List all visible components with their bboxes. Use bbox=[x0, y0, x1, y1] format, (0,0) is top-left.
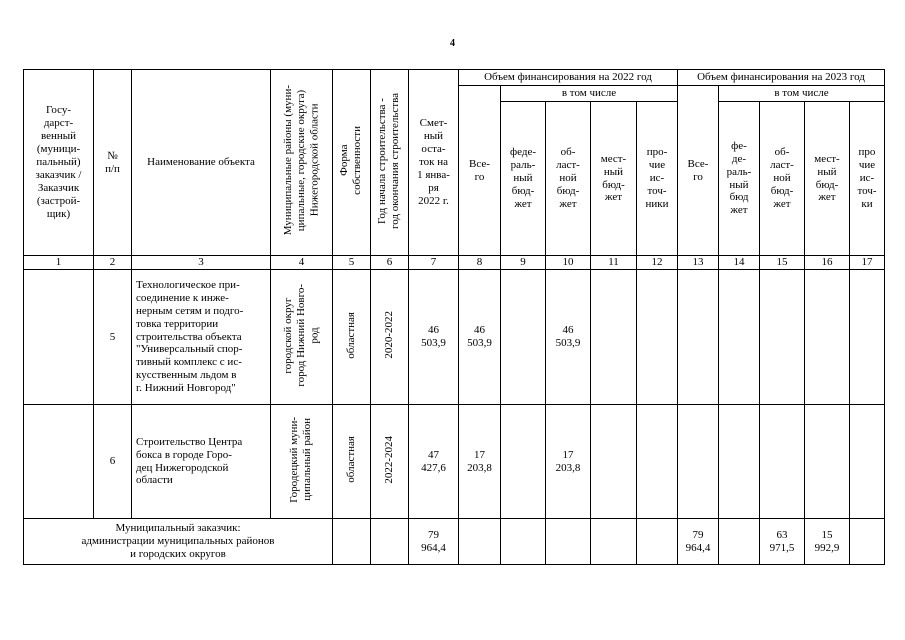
text-line: 47 bbox=[428, 448, 439, 461]
page-number: 4 bbox=[450, 38, 455, 49]
header-estimate bbox=[409, 70, 459, 256]
text-line: ный bbox=[513, 172, 533, 185]
text-line: товка территории bbox=[136, 317, 219, 330]
text-line: город Нижний Новго- bbox=[294, 283, 307, 387]
text-line: заказчик / bbox=[35, 168, 82, 181]
text-line: фе- bbox=[731, 139, 747, 152]
row-customer-cell bbox=[24, 270, 94, 405]
row-object-name bbox=[132, 270, 271, 405]
row-index: 5 bbox=[94, 270, 132, 405]
text-line: щик) bbox=[46, 207, 71, 220]
text-line: области bbox=[136, 474, 173, 487]
text-line: го bbox=[693, 170, 703, 183]
row-other-2023 bbox=[850, 405, 885, 519]
table-row bbox=[24, 270, 885, 405]
text-line: ной bbox=[559, 172, 577, 185]
row-other-2023 bbox=[850, 270, 885, 405]
summary-ownership bbox=[333, 519, 371, 565]
text-line: Госу- bbox=[45, 104, 72, 117]
summary-estimate bbox=[409, 519, 459, 565]
text-line: строительства объекта bbox=[136, 330, 242, 343]
text-line: об- bbox=[774, 146, 790, 159]
row-ownership: областная bbox=[333, 270, 371, 405]
text-line: 503,9 bbox=[421, 337, 446, 349]
row-total-2023 bbox=[678, 405, 719, 519]
text-line: 203,8 bbox=[555, 461, 581, 474]
summary-label bbox=[24, 519, 333, 565]
text-line: дарст- bbox=[43, 117, 74, 130]
col-number: 17 bbox=[850, 256, 885, 270]
text-line: точ- bbox=[857, 184, 877, 197]
col-number: 9 bbox=[501, 256, 546, 270]
text-line: 17 bbox=[474, 448, 485, 461]
text-line: Городецкий муни- bbox=[288, 416, 301, 503]
row-years: 2020-2022 bbox=[371, 270, 409, 405]
col-number: 7 bbox=[409, 256, 459, 270]
text-line: го bbox=[474, 170, 485, 183]
text-line: 15 bbox=[821, 528, 833, 541]
text-line: точ- bbox=[647, 184, 667, 197]
text-line: венный bbox=[40, 130, 77, 143]
text-line: жет bbox=[514, 197, 532, 210]
row-other-2022 bbox=[637, 270, 678, 405]
col-number: 6 bbox=[371, 256, 409, 270]
text-line: администрации муниципальных районов bbox=[81, 535, 275, 548]
row-district bbox=[271, 270, 333, 405]
text-line: 992,9 bbox=[814, 541, 840, 554]
text-line: 203,8 bbox=[467, 461, 492, 474]
text-line: де- bbox=[731, 152, 747, 165]
header-including-2023: в том числе bbox=[719, 86, 885, 102]
row-federal-2023 bbox=[719, 405, 760, 519]
row-federal-2022 bbox=[501, 405, 546, 519]
text-line: об- bbox=[560, 146, 576, 159]
header-total-2022 bbox=[459, 86, 501, 256]
text-line: п/п bbox=[105, 162, 120, 175]
text-line: Все- bbox=[687, 157, 709, 170]
text-line: соединение к инже- bbox=[136, 291, 229, 304]
text-line: мест- bbox=[600, 152, 627, 165]
row-estimate bbox=[409, 270, 459, 405]
text-line: 79 bbox=[692, 528, 704, 541]
text-line: род bbox=[308, 326, 321, 344]
header-local-2022 bbox=[591, 102, 637, 256]
summary-total-2022 bbox=[459, 519, 501, 565]
text-line: кусственным льдом в bbox=[136, 369, 237, 382]
text-line: 964,4 bbox=[685, 541, 711, 554]
summary-other-2023 bbox=[850, 519, 885, 565]
text-line: собственности bbox=[351, 126, 364, 195]
row-object-name bbox=[132, 405, 271, 519]
text-line: (застрой- bbox=[36, 194, 81, 207]
text-line: 427,6 bbox=[421, 461, 446, 474]
column-numbers-row bbox=[24, 256, 885, 270]
header-index bbox=[94, 70, 132, 256]
header-federal-2023 bbox=[719, 102, 760, 256]
summary-total-2023 bbox=[678, 519, 719, 565]
col-number: 10 bbox=[546, 256, 591, 270]
row-index: 6 bbox=[94, 405, 132, 519]
investment-table bbox=[23, 69, 885, 565]
text-line: ный bbox=[423, 130, 444, 143]
text-line: мест- bbox=[814, 152, 840, 165]
row-district bbox=[271, 405, 333, 519]
text-line: Год начала строительства - bbox=[376, 97, 389, 224]
text-line: ники bbox=[645, 197, 669, 210]
text-line: бюд- bbox=[556, 184, 580, 197]
text-line: 964,4 bbox=[421, 541, 446, 554]
text-line: бюд- bbox=[602, 178, 625, 191]
summary-years bbox=[371, 519, 409, 565]
text-line: ис- bbox=[859, 172, 875, 185]
row-local-2022 bbox=[591, 405, 637, 519]
text-line: ласт- bbox=[556, 159, 580, 172]
header-customer bbox=[24, 70, 94, 256]
row-federal-2023 bbox=[719, 270, 760, 405]
row-total-2023 bbox=[678, 270, 719, 405]
summary-local-2022 bbox=[591, 519, 637, 565]
col-number: 8 bbox=[459, 256, 501, 270]
text-line: тивный комплекс с ис- bbox=[136, 356, 242, 369]
text-line: ципальный район bbox=[301, 418, 314, 501]
col-number: 3 bbox=[132, 256, 271, 270]
text-line: раль- bbox=[726, 165, 752, 178]
row-regional-2023 bbox=[760, 405, 805, 519]
row-total-2022 bbox=[459, 270, 501, 405]
text-line: чие bbox=[648, 159, 666, 172]
text-line: Форма bbox=[338, 144, 351, 177]
text-line: дец Нижегородской bbox=[136, 461, 229, 474]
row-years: 2022-2024 bbox=[371, 405, 409, 519]
text-line: "Универсальный спор- bbox=[136, 343, 243, 356]
text-line: 46 bbox=[474, 324, 485, 337]
summary-regional-2023 bbox=[760, 519, 805, 565]
text-line: нерным сетям и подго- bbox=[136, 304, 244, 317]
text-line: раль- bbox=[510, 159, 536, 172]
text-line: ципальные, городские округа) bbox=[294, 89, 307, 232]
header-federal-2022 bbox=[501, 102, 546, 256]
text-line: Нижегородской области bbox=[308, 104, 321, 217]
summary-local-2023 bbox=[805, 519, 850, 565]
text-line: жет bbox=[773, 197, 791, 210]
header-other-2023 bbox=[850, 102, 885, 256]
text-line: Муниципальный заказчик: bbox=[115, 522, 241, 535]
summary-other-2022 bbox=[637, 519, 678, 565]
row-federal-2022 bbox=[501, 270, 546, 405]
row-regional-2022 bbox=[546, 405, 591, 519]
text-line: Все- bbox=[469, 157, 490, 170]
header-object-name: Наименование объекта bbox=[132, 70, 271, 256]
text-line: ис- bbox=[649, 172, 665, 185]
col-number: 16 bbox=[805, 256, 850, 270]
text-line: Заказчик bbox=[37, 181, 80, 194]
header-years bbox=[371, 70, 409, 256]
text-line: 46 bbox=[562, 324, 574, 337]
row-ownership: областная bbox=[333, 405, 371, 519]
text-line: ный bbox=[603, 165, 624, 178]
summary-federal-2022 bbox=[501, 519, 546, 565]
row-estimate bbox=[409, 405, 459, 519]
col-number: 4 bbox=[271, 256, 333, 270]
text-line: 17 bbox=[562, 448, 574, 461]
text-line: городской округ bbox=[281, 297, 294, 374]
header-local-2023 bbox=[805, 102, 850, 256]
text-line: ный bbox=[817, 165, 837, 178]
row-local-2023 bbox=[805, 405, 850, 519]
text-line: 503,9 bbox=[467, 337, 492, 349]
text-line: (муници- bbox=[36, 143, 81, 156]
text-line: бюд- bbox=[770, 184, 794, 197]
text-line: бюд- bbox=[815, 178, 839, 191]
header-funding-2022: Объем финансирования на 2022 год bbox=[459, 70, 678, 86]
col-number: 15 bbox=[760, 256, 805, 270]
text-line: жет bbox=[730, 204, 748, 217]
text-line: бюд- bbox=[511, 184, 535, 197]
text-line: и городских округов bbox=[130, 547, 226, 560]
header-regional-2022 bbox=[546, 102, 591, 256]
text-line: жет bbox=[818, 191, 836, 204]
text-line: 2022 г. bbox=[418, 194, 449, 207]
header-districts bbox=[271, 70, 333, 256]
col-number: 5 bbox=[333, 256, 371, 270]
text-line: чие bbox=[858, 159, 876, 172]
header-total-2023 bbox=[678, 86, 719, 256]
text-line: жет bbox=[604, 191, 623, 204]
text-line: ток на bbox=[418, 156, 449, 169]
text-line: пальный) bbox=[36, 156, 81, 169]
summary-regional-2022 bbox=[546, 519, 591, 565]
text-line: про bbox=[858, 146, 876, 159]
row-regional-2023 bbox=[760, 270, 805, 405]
text-line: г. Нижний Новгород" bbox=[136, 382, 236, 395]
col-number: 14 bbox=[719, 256, 760, 270]
text-line: бюд bbox=[729, 191, 749, 204]
row-total-2022 bbox=[459, 405, 501, 519]
text-line: Смет- bbox=[419, 117, 448, 130]
col-number: 13 bbox=[678, 256, 719, 270]
text-line: бокса в городе Горо- bbox=[136, 448, 232, 461]
text-line: ный bbox=[729, 178, 749, 191]
text-line: 79 bbox=[428, 528, 439, 541]
row-customer-cell bbox=[24, 405, 94, 519]
row-local-2023 bbox=[805, 270, 850, 405]
text-line: 63 bbox=[776, 528, 788, 541]
text-line: год окончания строительства bbox=[389, 92, 402, 229]
text-line: про- bbox=[646, 146, 668, 159]
text-line: феде- bbox=[509, 146, 536, 159]
header-including-2022: в том числе bbox=[501, 86, 678, 102]
row-other-2022 bbox=[637, 405, 678, 519]
text-line: Технологическое при- bbox=[136, 278, 240, 291]
text-line: 971,5 bbox=[769, 541, 795, 554]
table-row bbox=[24, 405, 885, 519]
summary-row bbox=[24, 519, 885, 565]
text-line: ной bbox=[773, 172, 791, 185]
header-ownership bbox=[333, 70, 371, 256]
header-other-2022 bbox=[637, 102, 678, 256]
text-line: жет bbox=[559, 197, 577, 210]
text-line: № bbox=[107, 149, 118, 162]
header-regional-2023 bbox=[760, 102, 805, 256]
col-number: 11 bbox=[591, 256, 637, 270]
col-number: 1 bbox=[24, 256, 94, 270]
summary-federal-2023 bbox=[719, 519, 760, 565]
text-line: ласт- bbox=[770, 159, 794, 172]
row-regional-2022 bbox=[546, 270, 591, 405]
header-funding-2023: Объем финансирования на 2023 год bbox=[678, 70, 885, 86]
text-line: 503,9 bbox=[555, 337, 581, 349]
text-line: Муниципальные районы (муни- bbox=[281, 85, 294, 236]
text-line: ки bbox=[861, 197, 873, 210]
text-line: ря bbox=[428, 181, 439, 194]
text-line: 46 bbox=[428, 324, 439, 337]
row-local-2022 bbox=[591, 270, 637, 405]
text-line: Строительство Центра bbox=[136, 435, 243, 448]
text-line: оста- bbox=[421, 143, 446, 156]
col-number: 2 bbox=[94, 256, 132, 270]
col-number: 12 bbox=[637, 256, 678, 270]
text-line: 1 янва- bbox=[417, 168, 450, 181]
